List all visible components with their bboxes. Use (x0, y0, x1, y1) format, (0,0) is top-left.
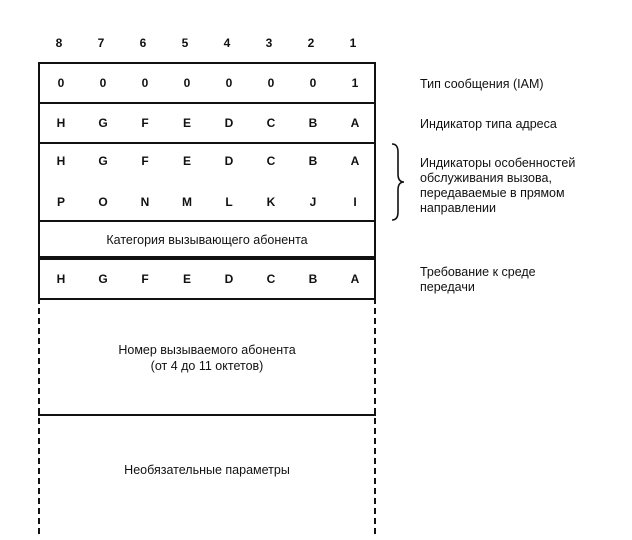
bit-cell: D (224, 272, 234, 286)
bit-cell: C (266, 272, 276, 286)
note-forward-line: Индикаторы особенностей (420, 156, 576, 170)
calling-category-label: Категория вызывающего абонента (106, 233, 308, 247)
transmission-medium-octet (38, 258, 376, 300)
bit-cell: M (182, 195, 192, 209)
note-forward-indicators (420, 156, 575, 216)
note-forward-line: обслуживания вызова, (420, 171, 552, 185)
bit-number-1: 1 (349, 36, 357, 50)
bit-cell: 0 (183, 76, 191, 90)
called-party-number-section (40, 298, 374, 414)
bit-cell: N (140, 195, 150, 209)
bit-cell: 0 (267, 76, 275, 90)
bit-cell: F (141, 116, 149, 130)
note-transmission-line: передачи (420, 280, 475, 294)
bit-cell: E (182, 272, 191, 286)
bit-cell: H (56, 272, 66, 286)
note-forward-line: направлении (420, 201, 496, 215)
bit-cell: O (98, 195, 108, 209)
bit-number-3: 3 (265, 36, 273, 50)
bit-cell: G (98, 154, 108, 168)
bit-cell: F (141, 154, 149, 168)
note-transmission-line: Требование к среде (420, 265, 536, 279)
bit-number-5: 5 (181, 36, 189, 50)
bit-cell: A (350, 116, 360, 130)
bit-cell: J (309, 195, 317, 209)
bit-number-2: 2 (307, 36, 315, 50)
bit-cell: E (182, 154, 191, 168)
bit-cell: I (353, 195, 357, 209)
bit-cell: 1 (351, 76, 359, 90)
bit-cell: D (224, 154, 234, 168)
called-number-label: Номер вызываемого абонента (118, 343, 296, 357)
bit-cell: D (224, 116, 234, 130)
bit-cell: B (308, 272, 318, 286)
optional-parameters-section (40, 416, 374, 534)
bit-cell: G (98, 116, 108, 130)
variable-section-right-edge (374, 298, 376, 534)
bit-number-4: 4 (223, 36, 231, 50)
bit-cell: E (182, 116, 191, 130)
message-type-octet (38, 62, 376, 104)
bit-cell: B (308, 116, 318, 130)
bit-cell: 0 (141, 76, 149, 90)
bit-cell: 0 (57, 76, 65, 90)
bit-number-8: 8 (55, 36, 63, 50)
bit-cell: C (266, 116, 276, 130)
note-transmission-medium (420, 265, 536, 295)
note-address-type: Индикатор типа адреса (420, 117, 557, 131)
bit-cell: P (56, 195, 65, 209)
bit-cell: H (56, 154, 66, 168)
calling-category-octet (38, 220, 376, 258)
bit-number-7: 7 (97, 36, 105, 50)
note-message-type: Тип сообщения (IAM) (420, 77, 544, 91)
bit-number-6: 6 (139, 36, 147, 50)
bit-number-header (38, 36, 376, 52)
bit-cell: H (56, 116, 66, 130)
bit-cell: 0 (309, 76, 317, 90)
bit-cell: L (225, 195, 233, 209)
optional-parameters-label: Необязательные параметры (124, 463, 290, 477)
bit-cell: C (266, 154, 276, 168)
address-type-octet (38, 102, 376, 144)
brace-icon (388, 142, 408, 222)
forward-call-indicators-octets (38, 142, 376, 222)
bit-cell: K (266, 195, 276, 209)
bit-cell: 0 (99, 76, 107, 90)
bit-cell: G (98, 272, 108, 286)
bit-cell: F (141, 272, 149, 286)
bit-cell: A (350, 154, 360, 168)
bit-cell: B (308, 154, 318, 168)
bit-cell: A (350, 272, 360, 286)
note-forward-line: передаваемые в прямом (420, 186, 565, 200)
bit-cell: 0 (225, 76, 233, 90)
called-number-length: (от 4 до 11 октетов) (150, 359, 264, 373)
